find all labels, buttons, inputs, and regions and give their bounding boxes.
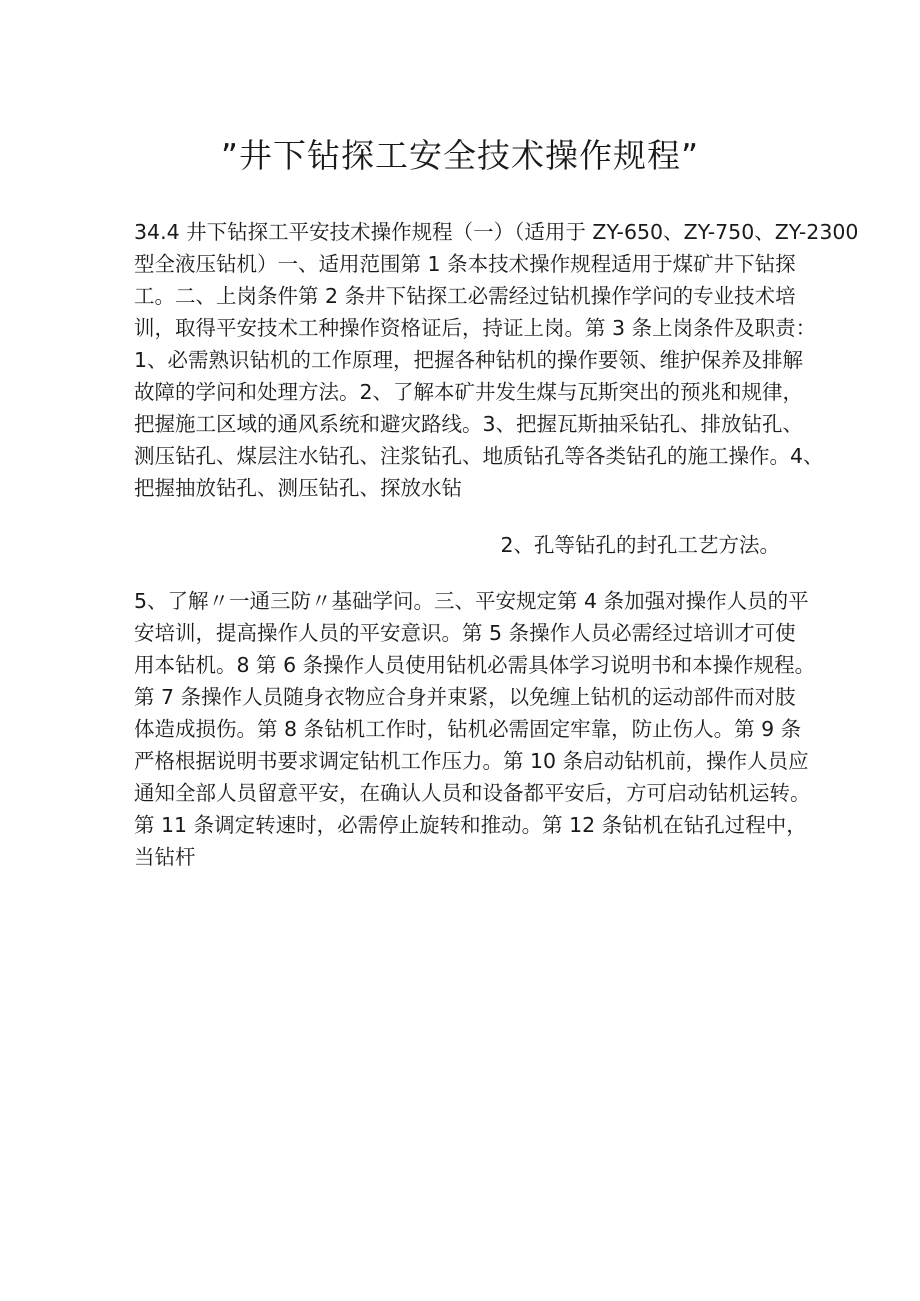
document-title: ”井下钻探工安全技术操作规程” bbox=[220, 136, 700, 175]
body-line: 第 7 条操作人员随身衣物应合身并束紧，以免缠上钻机的运动部件而对肢 bbox=[134, 685, 796, 709]
body-line: 工。二、上岗条件第 2 条井下钻探工必需经过钻机操作学问的专业技术培 bbox=[134, 284, 796, 308]
document-body bbox=[134, 216, 859, 873]
body-line: 型全液压钻机）一、适用范围第 1 条本技术操作规程适用于煤矿井下钻探 bbox=[134, 252, 796, 276]
body-line-right: 2、孔等钻孔的封孔工艺方法。 bbox=[500, 532, 780, 557]
body-line: 测压钻孔、煤层注水钻孔、注浆钻孔、地质钻孔等各类钻孔的施工操作。4、 bbox=[134, 444, 824, 468]
body-line: 把握抽放钻孔、测压钻孔、探放水钻 bbox=[134, 476, 462, 500]
body-line: 1、必需熟识钻机的工作原理，把握各种钻机的操作要领、维护保养及排解 bbox=[134, 348, 804, 372]
body-line: 把握施工区域的通风系统和避灾路线。3、把握瓦斯抽采钻孔、排放钻孔、 bbox=[134, 412, 804, 436]
body-line: 当钻杆 bbox=[134, 845, 196, 869]
body-line: 严格根据说明书要求调定钻机工作压力。第 10 条启动钻机前，操作人员应 bbox=[134, 749, 809, 773]
body-line: 34.4 井下钻探工平安技术操作规程（一）（适用于 ZY-650、ZY-750、ZY-2300 bbox=[134, 220, 859, 244]
body-line: 训，取得平安技术工种操作资格证后，持证上岗。第 3 条上岗条件及职责： bbox=[134, 316, 817, 340]
body-line: 5、了解〃一通三防〃基础学问。三、平安规定第 4 条加强对操作人员的平 bbox=[134, 589, 809, 613]
body-line: 第 11 条调定转速时，必需停止旋转和推动。第 12 条钻机在钻孔过程中， bbox=[134, 813, 807, 837]
body-line: 通知全部人员留意平安，在确认人员和设备都平安后，方可启动钻机运转。 bbox=[134, 781, 811, 805]
body-line: 故障的学问和处理方法。2、了解本矿井发生煤与瓦斯突出的预兆和规律， bbox=[134, 380, 804, 404]
body-line: 安培训，提高操作人员的平安意识。第 5 条操作人员必需经过培训才可使 bbox=[134, 621, 796, 645]
body-line: 用本钻机。8 第 6 条操作人员使用钻机必需具体学习说明书和本操作规程。 bbox=[134, 653, 816, 677]
body-line: 体造成损伤。第 8 条钻机工作时，钻机必需固定牢靠，防止伤人。第 9 条 bbox=[134, 717, 802, 741]
